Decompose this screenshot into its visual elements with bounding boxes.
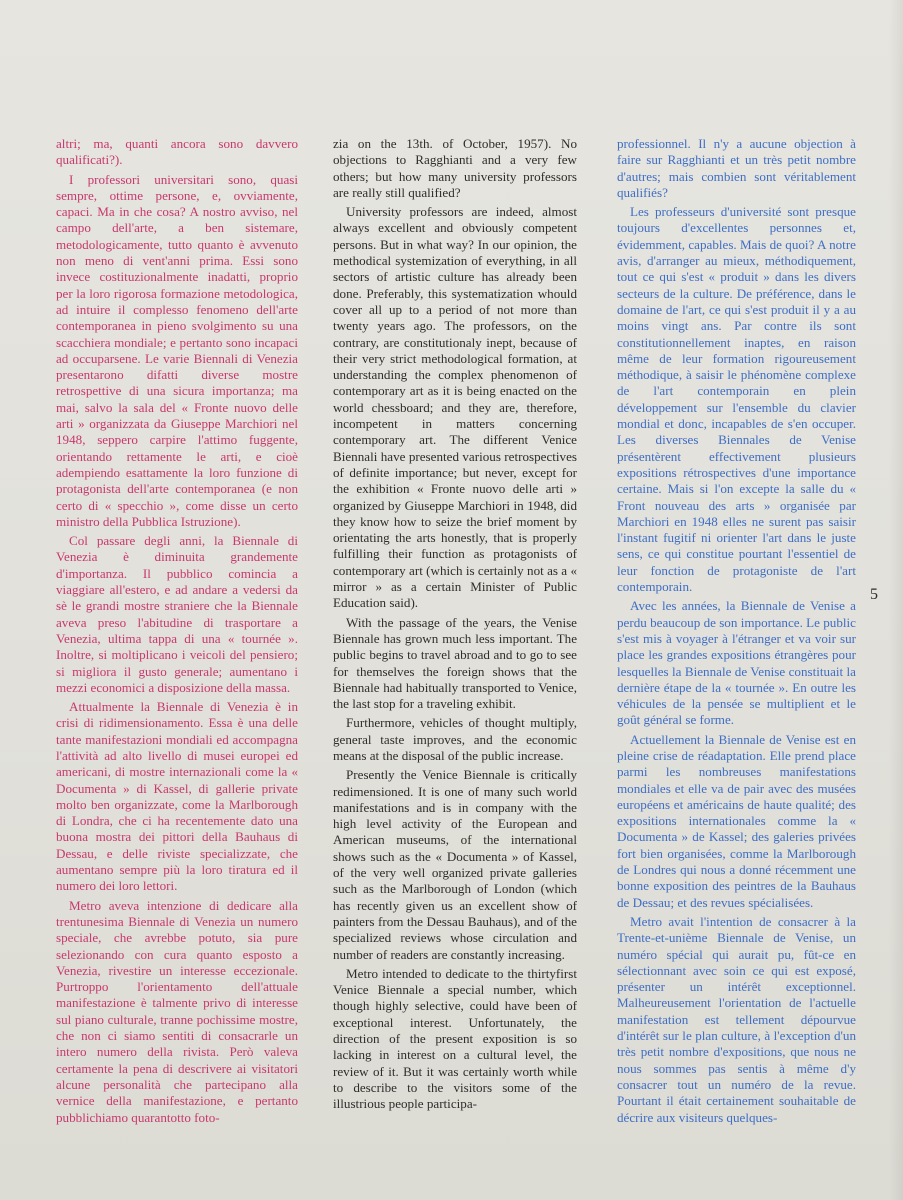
page-number: 5 — [870, 586, 878, 603]
english-paragraph: Furthermore, vehicles of thought multiply, general taste improves, and the economic means at the disposal of the public increase. — [333, 715, 577, 763]
english-paragraph: Presently the Venice Biennale is critically redimensioned. It is one of many such world manifestations and is in company with the high level activity of the European and American museums, of the international shows such as the « Documenta » of Kassel, of the very well organized private galleries such as the Marlborough of London (which has recently given us an excellent show of painters from the Dessau Bauhaus), and of the specialized reviews whose circulation and number of readers are constantly increasing. — [333, 767, 577, 962]
english-paragraph: zia on the 13th. of October, 1957). No objections to Ragghianti and a very few others; but how many university professors are really still qualified? — [333, 136, 577, 200]
french-column — [617, 136, 856, 1129]
english-paragraph: University professors are indeed, almost always excellent and obviously competent persons. But in what way? In our opinion, the methodical systemization of everything, in all sectors of artistic culture has already been done. Preferably, this systematization whould cover all up to a period of not more than twenty years ago. The professors, on the contrary, are constitutionaly inept, because of their very strict methodological formation, at understanding the complex phenomenon of contemporary art as it is being enacted on the world chessboard; and they are, therefore, incompetent in matters concerning contemporary art. The different Venice Biennali have presented various retrospectives of definite importance; but never, except for the exhibition « Fronte nuovo delle arti » organized by Giuseppe Marchiori in 1948, did they know how to seize the brief moment by orientating the arts honestly, that is properly fulfilling their function as protagonists of contemporary art (which is certainly not as a « mirror » as a certain Minister of Public Education said). — [333, 204, 577, 611]
italian-paragraph: Attualmente la Biennale di Venezia è in crisi di ridimensionamento. Essa è una delle tante manifestazioni mondiali ed accompagna l'attività ad alto livello di musei europei ed americani, di mostre internazionali come la « Documenta » di Kassel, di gallerie private molto ben organizzate, come la Marlborough di Londra, che ci ha recentemente dato una buona mostra dei pittori della Bauhaus di Dessau, e delle riviste specializzate, che aumentano sempre più la loro tiratura ed il numero dei loro lettori. — [56, 699, 298, 894]
italian-paragraph: I professori universitari sono, quasi sempre, ottime persone, e, ovviamente, capaci. Ma in che cosa? A nostro avviso, nel campo dell'arte, a ben sistemare, metodologicamente, tutto quanto è avvenuto non meno di vent'anni prima. Essi sono invece costituzionalmente inadatti, proprio per la loro rigorosa formazione metodologica, ad intuire il complesso fenomeno dell'arte contemporanea in pieno svolgimento su una scacchiera mondiale; e pertanto sono incapaci ad occuparsene. Le varie Biennali di Venezia presentarono difatti diverse mostre retrospettive di una sicura importanza; ma mai, salvo la sala del « Fronte nuovo delle arti » organizzata da Giuseppe Marchiori nel 1948, seppero carpire l'attimo fuggente, orientando rettamente le arti, e cioè adempiendo esattamente la loro funzione di protagonista dell'arte contemporanea (e non certo di « specchio », come disse un certo ministro della Pubblica Istruzione). — [56, 171, 298, 529]
english-column — [333, 136, 577, 1116]
italian-paragraph: Col passare degli anni, la Biennale di Venezia è diminuita grandemente d'importanza. Il pubblico comincia a viaggiare all'estero, e ad andare a vedersi da sè le grandi mostre straniere che la Biennale aveva preso l'abitudine di trasportare a Venezia, ultima tappa di una « tournée ». Inoltre, si moltiplicano i veicoli del pensiero; si migliora il gusto generale; aumentano i mezzi economici a disposizione della massa. — [56, 533, 298, 695]
french-paragraph: Metro avait l'intention de consacrer à la Trente-et-unième Biennale de Venise, un numéro spécial qui aurait pu, fût-ce en sélectionnant avec soin ce qui est exposé, présenter un intérêt exceptionnel. Malheureusement l'orientation de l'actuelle manifestation est tellement dépourvue d'intérêt sur le plan culture, à l'exception d'un très petit nombre d'expositions, que nous ne nous sommes pas sentis à même d'y consacrer tout un numéro de la revue. Pourtant il était certainement souhaitable de décrire aux visiteurs quelques- — [617, 913, 856, 1125]
french-paragraph: Les professeurs d'université sont presque toujours d'excellentes personnes et, évidemment, capables. Mais de quoi? A notre avis, d'arranger au mieux, méthodiquement, tout ce qui s'est « produit » dans les divers secteurs de la culture. De préférence, dans le domaine de l'art, ce qui s'est produit il y a au moins vingt ans. Par contre ils sont constitutionnellement inaptes, en raison même de leur formation rigoureusement méthodique, à saisir le phénomène complexe de l'art contemporain en plein développement sur l'ensemble du clavier mondial et donc, incapables de s'en occuper. Les diverses Biennales de Venise présentèrent effectivement plusieurs expositions rétrospectives d'une importance certaine. Mais si l'on excepte la salle du « Front nouveau des arts » organisée par Marchiori en 1948 elles ne surent pas saisir l'instant fugitif ni orienter l'art dans le juste sens, ce qui constitue pourtant l'essentiel de leur fonction de protagoniste de l'art contemporain. — [617, 204, 856, 595]
french-paragraph: Avec les années, la Biennale de Venise a perdu beaucoup de son importance. Le public s'est mis à voyager à l'étranger et va voir sur place les grandes expositions étrangères pour lesquelles la Biennale de Venise constituait la dernière étape de la « tournée ». En outre les véhicules de la pensée se multiplient et le goût général se forme. — [617, 598, 856, 728]
italian-paragraph: Metro aveva intenzione di dedicare alla trentunesima Biennale di Venezia un numero speciale, che avrebbe potuto, sia pure selezionando con cura quanto esposto a Venezia, rivestire un interesse eccezionale. Purtroppo l'orientamento dell'attuale manifestazione è talmente privo di interesse sul piano culturale, tranne pochissime mostre, che non ci siamo sentiti di consacrarle un intero numero della rivista. Però valeva certamente la pena di descrivere ai visitatori alcune personalità che partecipano alla vernice della manifestazione, e pertanto pubblichiamo quarantotto foto- — [56, 897, 298, 1125]
english-paragraph: With the passage of the years, the Venise Biennale has grown much less important. The public begins to travel abroad and to go to see for themselves the foreign shows that the Biennale had habitually transported to Venice, the last stop for a traveling exhibit. — [333, 614, 577, 712]
french-paragraph: professionnel. Il n'y a aucune objection à faire sur Ragghianti et un très petit nombre d'autres; mais combien sont véritablement qualifiés? — [617, 136, 856, 200]
italian-column — [56, 136, 298, 1129]
italian-paragraph: altri; ma, quanti ancora sono davvero qualificati?). — [56, 136, 298, 168]
english-paragraph: Metro intended to dedicate to the thirtyfirst Venice Biennale a special number, which though highly selective, could have been of exceptional interest. Unfortunately, the direction of the present exposition is so lacking in interest on a cultural level, the review of it. But it was certainly worth while to describe to the visitors some of the illustrious people participa- — [333, 965, 577, 1112]
french-paragraph: Actuellement la Biennale de Venise est en pleine crise de réadaptation. Elle prend place parmi les nombreuses manifestations mondiales et elle va de pair avec des musées européens et américains de haute qualité; des expositions internationales comme la « Documenta » de Kassel; des galeries privées fort bien organisées, comme la Marlborough de Londres qui nous a donné récemment une bonne exposition des peintres de la Bauhaus de Dessau; et des revues spécialisées. — [617, 731, 856, 910]
